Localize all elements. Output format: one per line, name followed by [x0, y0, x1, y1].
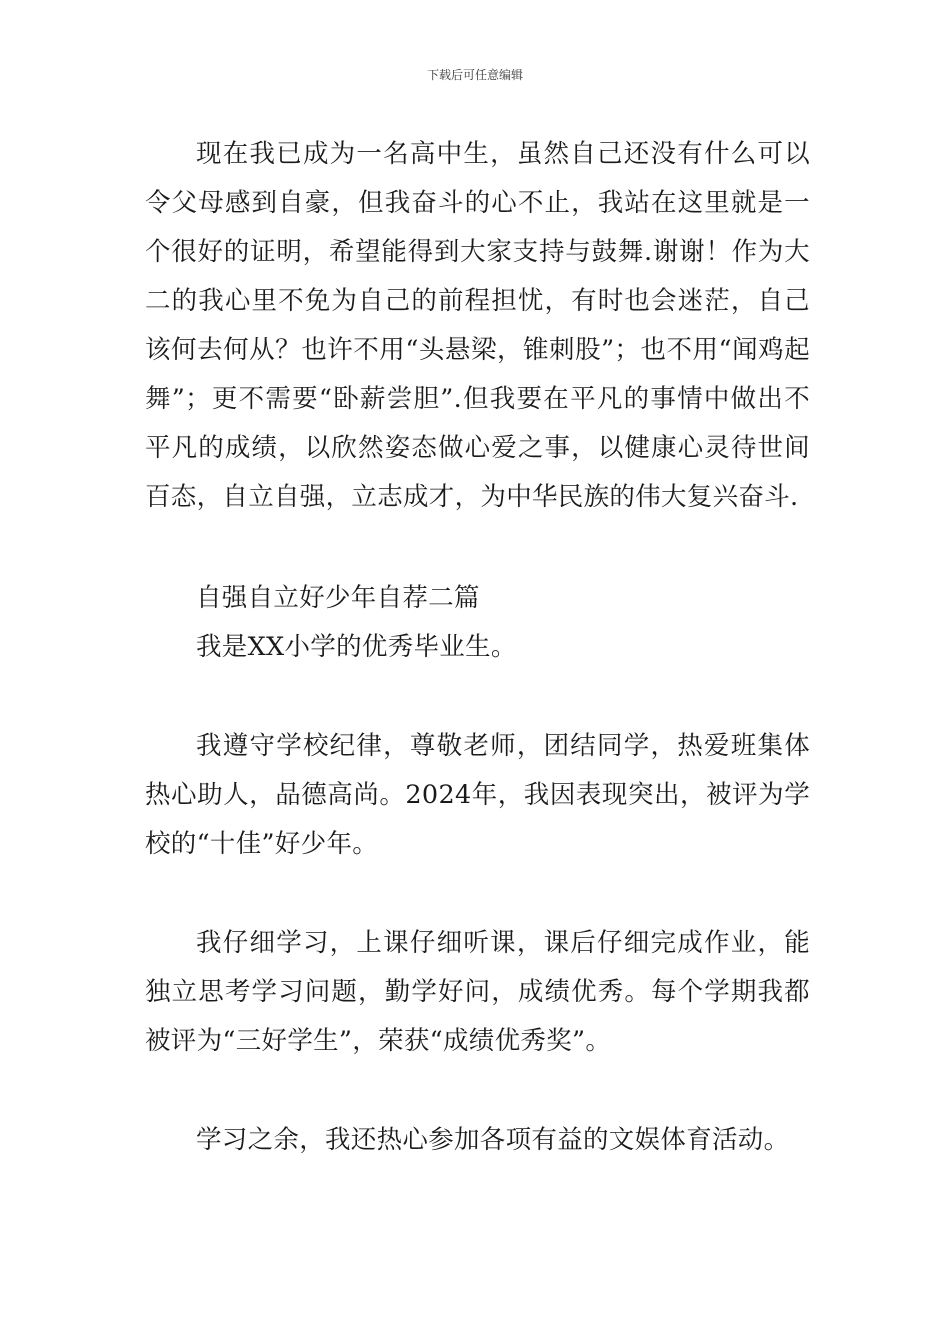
document-body	[145, 130, 810, 1165]
paragraph-1: 现在我已成为一名高中生，虽然自己还没有什么可以令父母感到自豪，但我奋斗的心不止，我站在这里就是一个很好的证明，希望能得到大家支持与鼓舞.谢谢！作为大二的我心里不免为自己的前程担忧，有时也会迷茫，自己该何去何从？也许不用“头悬梁，锥刺股”；也不用“闻鸡起舞”；更不需要“卧薪尝胆”.但我要在平凡的事情中做出不平凡的成绩，以欣然姿态做心爱之事，以健康心灵待世间百态，自立自强，立志成才，为中华民族的伟大复兴奋斗.	[145, 139, 810, 512]
paragraph-3: 我遵守学校纪律，尊敬老师，团结同学，热爱班集体热心助人，品德高尚。2024年，我因表现突出，被评为学校的“十佳”好少年。	[145, 731, 810, 859]
page-header-note: 下载后可任意编辑	[426, 68, 523, 82]
paragraph-gap	[145, 869, 810, 919]
paragraph-gap	[145, 672, 810, 722]
paragraph-5: 学习之余，我还热心参加各项有益的文娱体育活动。	[196, 1125, 790, 1155]
paragraph-4: 我仔细学习，上课仔细听课，课后仔细完成作业，能独立思考学习问题，勤学好问，成绩优秀。每个学期我都被评为“三好学生”，荣获“成绩优秀奖”。	[145, 928, 810, 1056]
paragraph-2: 我是XX小学的优秀毕业生。	[196, 632, 517, 662]
paragraph-gap	[145, 522, 810, 574]
section-title: 自强自立好少年自荐二篇	[196, 583, 480, 613]
paragraph-gap	[145, 1066, 810, 1116]
